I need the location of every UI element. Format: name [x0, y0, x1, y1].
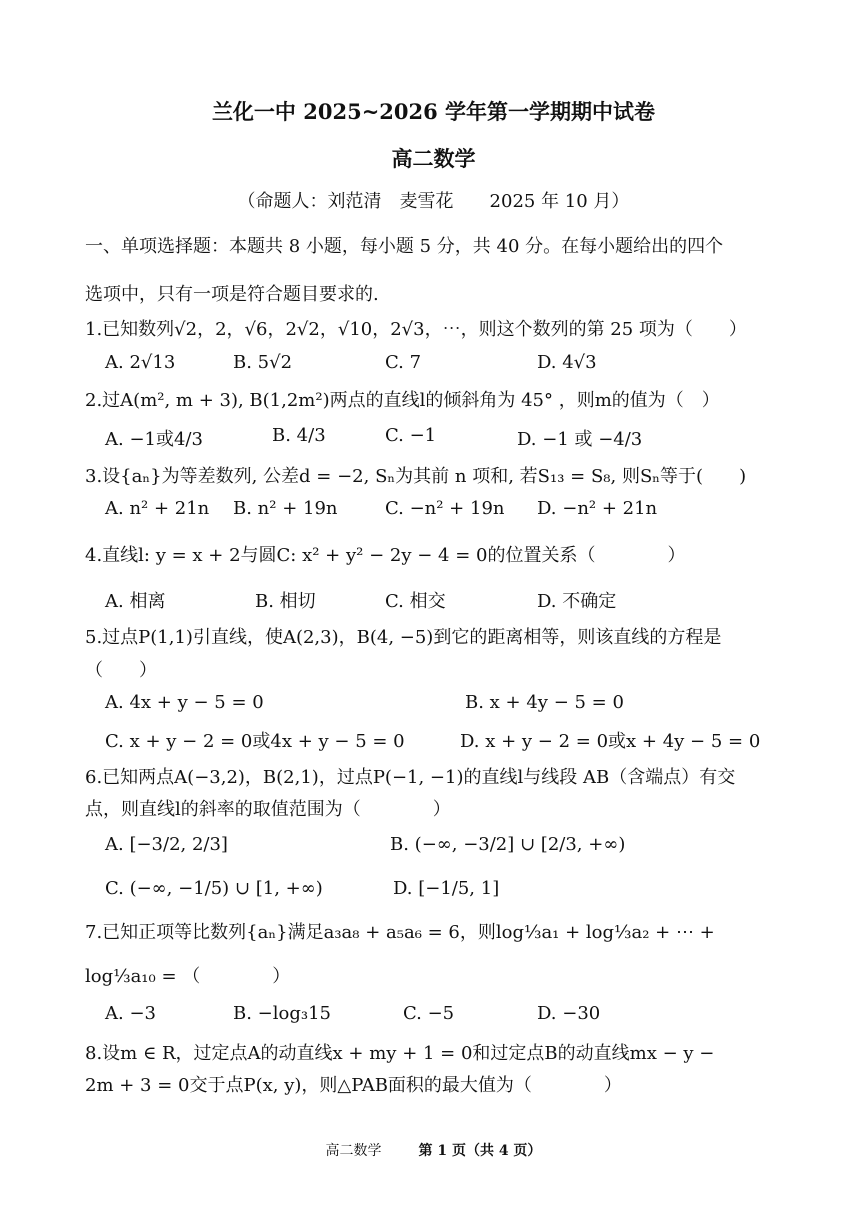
- question-5-stem: 5.过点P(1,1)引直线，使A(2,3)，B(4, −5)到它的距离相等，则该直线的方程是: [85, 627, 722, 648]
- question-4-option-c: C. 相交: [385, 591, 446, 612]
- question-3-option-c: C. −n² + 19n: [385, 498, 505, 519]
- question-7-stem-line2: log⅓a₁₀ = （ ）: [85, 966, 291, 987]
- question-6-stem-line2: 点，则直线l的斜率的取值范围为（ ）: [85, 799, 451, 820]
- question-3-option-b: B. n² + 19n: [233, 498, 338, 519]
- section-heading-line2: 选项中，只有一项是符合题目要求的.: [85, 284, 379, 305]
- question-2-option-b: B. 4/3: [272, 425, 326, 446]
- question-4-option-a: A. 相离: [105, 591, 166, 612]
- question-1-stem: 1.已知数列√2，2，√6，2√2，√10，2√3，⋯，则这个数列的第 25 项为（ ）: [85, 319, 747, 340]
- question-5-option-c: C. x + y − 2 = 0或4x + y − 5 = 0: [105, 731, 405, 752]
- question-7-option-a: A. −3: [105, 1003, 156, 1024]
- question-3-option-d: D. −n² + 21n: [537, 498, 658, 519]
- question-7-stem: 7.已知正项等比数列{aₙ}满足a₃a₈ + a₅a₆ = 6，则log⅓a₁ + log⅓a₂ + ⋯ +: [85, 922, 715, 943]
- question-6-stem: 6.已知两点A(−3,2)，B(2,1)，过点P(−1, −1)的直线l与线段 AB（含端点）有交: [85, 767, 736, 788]
- question-6-option-c: C. (−∞, −1/5) ∪ [1, +∞): [105, 878, 323, 899]
- question-6-option-d: D. [−1/5, 1]: [393, 878, 500, 899]
- question-5-option-d: D. x + y − 2 = 0或x + 4y − 5 = 0: [460, 731, 761, 752]
- section-heading-line1: 一、单项选择题：本题共 8 小题，每小题 5 分，共 40 分。在每小题给出的四个: [85, 236, 724, 257]
- question-1-option-a: A. 2√13: [105, 352, 176, 373]
- footer-subject: 高二数学: [325, 1143, 382, 1159]
- question-5-stem-line2: （ ）: [85, 660, 157, 681]
- question-6-option-b: B. (−∞, −3/2] ∪ [2/3, +∞): [390, 834, 626, 855]
- question-1-option-d: D. 4√3: [537, 352, 597, 373]
- question-8-stem-line2: 2m + 3 = 0交于点P(x, y)，则△PAB面积的最大值为（ ）: [85, 1075, 622, 1096]
- question-3-stem: 3.设{aₙ}为等差数列, 公差d = −2, Sₙ为其前 n 项和, 若S₁₃ = S₈, 则Sₙ等于( ): [85, 466, 747, 487]
- question-2-option-d: D. −1 或 −4/3: [517, 429, 643, 450]
- question-1-option-b: B. 5√2: [233, 352, 293, 373]
- question-5-option-b: B. x + 4y − 5 = 0: [465, 692, 624, 713]
- question-2-stem: 2.过A(m², m + 3), B(1,2m²)两点的直线l的倾斜角为 45° ，则m的值为（ ）: [85, 390, 720, 411]
- question-4-option-b: B. 相切: [255, 591, 316, 612]
- question-6-option-a: A. [−3/2, 2/3]: [105, 834, 228, 855]
- question-7-option-c: C. −5: [403, 1003, 455, 1024]
- question-2-option-a: A. −1或4/3: [105, 429, 203, 450]
- authors-line: （命题人：刘范清 麦雪花 2025 年 10 月）: [237, 191, 630, 212]
- question-5-option-a: A. 4x + y − 5 = 0: [105, 692, 264, 713]
- question-3-option-a: A. n² + 21n: [105, 498, 210, 519]
- subject-title: 高二数学: [391, 146, 476, 171]
- question-4-option-d: D. 不确定: [537, 591, 617, 612]
- question-7-option-b: B. −log₃15: [233, 1003, 331, 1024]
- question-4-stem: 4.直线l: y = x + 2与圆C: x² + y² − 2y − 4 = 0的位置关系（ ）: [85, 545, 686, 566]
- question-8-stem: 8.设m ∈ R，过定点A的动直线x + my + 1 = 0和过定点B的动直线mx − y −: [85, 1043, 715, 1064]
- exam-title: 兰化一中 2025~2026 学年第一学期期中试卷: [211, 99, 656, 124]
- question-1-option-c: C. 7: [385, 352, 422, 373]
- page-footer: [0, 1140, 867, 1160]
- question-7-option-d: D. −30: [537, 1003, 601, 1024]
- footer-page-number: 第 1 页（共 4 页）: [418, 1143, 542, 1159]
- question-2-option-c: C. −1: [385, 425, 437, 446]
